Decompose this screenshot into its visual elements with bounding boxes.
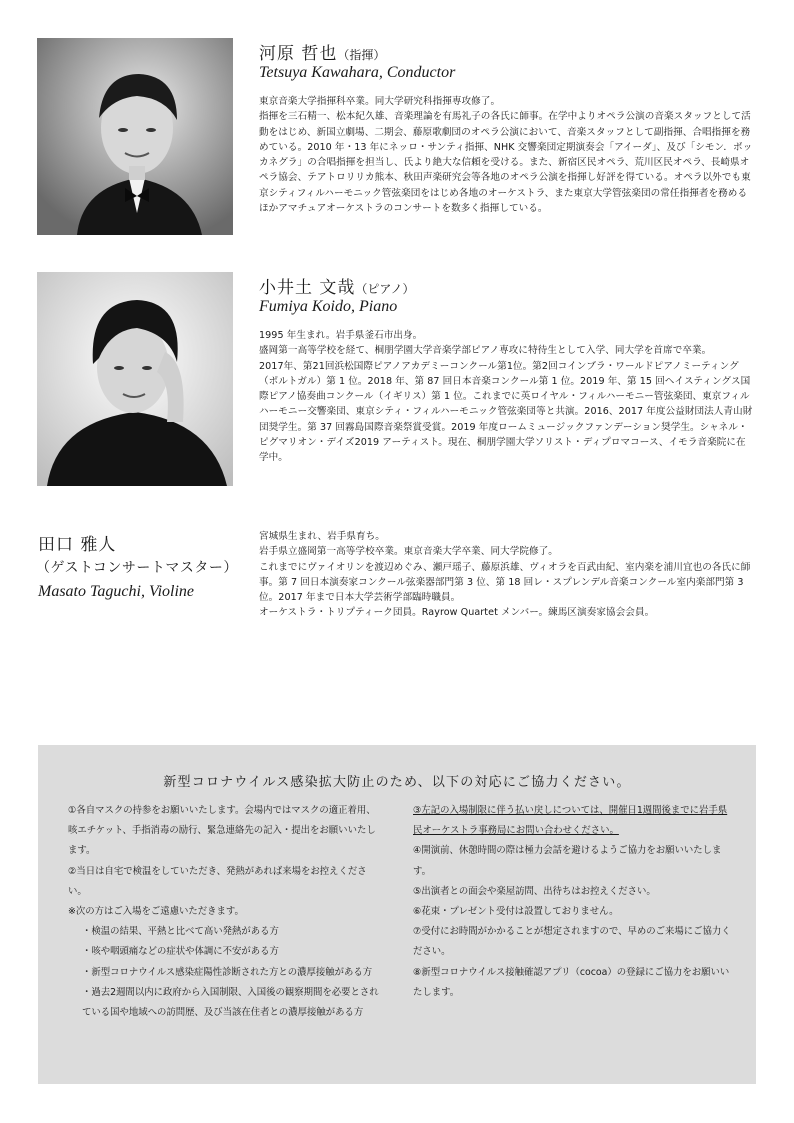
notice-left-column <box>68 801 384 1023</box>
pianist-bio-line: 1995 年生まれ。岩手県釜石市出身。 <box>259 330 423 341</box>
conductor-role: （指揮） <box>337 48 386 62</box>
concertmaster-role-text: （ゲストコンサートマスター） <box>36 560 238 576</box>
concertmaster-role <box>36 557 238 577</box>
notice-item: ①各自マスクの持参をお願いいたします。会場内ではマスクの適正着用、咳エチケット、手指消毒の励行、緊急連絡先の記入・提出をお願いいたします。 <box>68 805 376 857</box>
pianist-name-en: Fumiya Koido, Piano <box>259 298 398 315</box>
conductor-portrait-image <box>37 38 233 235</box>
conductor-name-jp <box>259 39 385 64</box>
concertmaster-name-jp: 田口 雅人 <box>38 535 117 555</box>
notice-sub-item: ・検温の結果、平熱と比べて高い発熱がある方 <box>82 926 279 938</box>
notice-item: ⑤出演者との面会や楽屋訪問、出待ちはお控えください。 <box>413 885 656 897</box>
pianist-role: （ピアノ） <box>355 282 415 296</box>
conductor-name: 河原 哲也 <box>259 44 338 64</box>
conductor-bio <box>259 94 755 216</box>
covid-notice-box <box>38 745 756 1084</box>
notice-item: ④開演前、休憩時間の際は極力会話を避けるようご協力をお願いいたします。 <box>413 845 722 877</box>
pianist-name: 小井土 文哉 <box>259 278 356 298</box>
pianist-bio <box>259 328 755 466</box>
conductor-portrait <box>37 38 233 235</box>
pianist-portrait-image <box>37 272 233 486</box>
pianist-bio-line: 2017年、第21回浜松国際ピアノアカデミーコンクール第1位。第2回コインブラ・ワールドピアノミーティング（ポルトガル）第 1 位。2018 年、第 87 回日本音楽コンクール第 1 位。2019 年、第 15 回ヘイスティングス国際ピアノ協奏曲コンクール（イギリス）第 1 位。これまでに英ロイヤル・フィルハーモニー管弦楽団、東京フィルハーモニー交響楽団、東京シティ・フィルハーモニック管弦楽団等と共演。2016、2017 年度公益財団法人青山財団奨学生。第 37 回霧島国際音楽祭賞受賞。2019 年度ロームミュージックファンデーション奨学生。シャネル・ピグマリオン・デイズ2019 アーティスト。現在、桐朋学園大学ソリスト・ディプロマコース、イモラ音楽院に在学中。 <box>259 360 753 464</box>
notice-sub-item: ・新型コロナウイルス感染症陽性診断された方との濃厚接触がある方 <box>82 966 373 978</box>
notice-sub-item: ・咳や咽頭痛などの症状や体調に不安がある方 <box>82 946 279 958</box>
concertmaster-bio-line: 岩手県立盛岡第一高等学校卒業。東京音楽大学卒業、同大学院修了。 <box>259 546 558 558</box>
concertmaster-name-en: Masato Taguchi, Violine <box>38 583 194 600</box>
notice-item: ⑥花束・プレゼント受付は設置しておりません。 <box>413 906 619 918</box>
conductor-bio-line: 東京音楽大学指揮科卒業。同大学研究科指揮専攻修了。 <box>259 96 501 107</box>
notice-item: ③左記の入場制限に伴う払い戻しについては、開催日1週間後までに岩手県民オーケストラ事務局にお問い合わせください。 <box>413 805 728 837</box>
notice-note: ※次の方はご入場をご遠慮いただきます。 <box>68 906 244 918</box>
concertmaster-bio-line: オーケストラ・トリプティーク団員。Rayrow Quartet メンバー。練馬区演奏家協会会員。 <box>259 607 655 619</box>
notice-item: ②当日は自宅で検温をしていただき、発熱があれば来場をお控えください。 <box>68 865 367 897</box>
notice-item: ⑧新型コロナウイルス接触確認アプリ（cocoa）の登録にご協力をお願いいたします。 <box>413 966 730 998</box>
pianist-name-jp <box>259 273 414 298</box>
concertmaster-bio <box>259 529 755 621</box>
conductor-bio-line: 指揮を三石精一、松本紀久雄、音楽理論を有馬礼子の各氏に師事。在学中よりオペラ公演の音楽スタッフとして活動をはじめ、新国立劇場、二期会、藤原歌劇団のオペラ公演において、音楽スタッフとして副指揮、合唱指揮を務めている。2010 年・13 年にネッロ・サンティ指揮、NHK 交響楽団定期演奏会「アイーダ」、及び「シモン．ボッカネグラ」の合唱指揮を担当し、氏より絶大な信頼を受ける。また、新宿区民オペラ、荒川区民オペラ、長崎県オペラ協会、テアトロリリカ熊本、秋田声楽研究会等各地のオペラ公演を指揮し好評を得ている。オペラ以外でも東京シティフィルハーモニック管弦楽団をはじめ各地のオーケストラ、また東京大学管弦楽団の常任指揮者を務めるほかアマチュアオーケストラのコンサートを数多く指揮している。 <box>259 111 753 215</box>
notice-title: 新型コロナウイルス感染拡大防止のため、以下の対応にご協力ください。 <box>163 775 631 790</box>
notice-item: ⑦受付にお時間がかかることが想定されますので、早めのご来場にご協力ください。 <box>413 926 731 958</box>
notice-sub-item: ・過去2週間以内に政府から入国制限、入国後の観察期間を必要とされている国や地域への訪問歴、及び当該在住者との濃厚接触がある方 <box>82 986 379 1019</box>
pianist-portrait <box>37 272 233 486</box>
conductor-name-en: Tetsuya Kawahara, Conductor <box>259 64 456 81</box>
pianist-bio-line: 盛岡第一高等学校を経て、桐朋学園大学音楽学部ピアノ専攻に特待生として入学、同大学を首席で卒業。 <box>259 345 712 357</box>
concertmaster-bio-line: 宮城県生まれ、岩手県育ち。 <box>259 531 385 542</box>
notice-right-column <box>413 801 733 1003</box>
concertmaster-bio-line: これまでにヴァイオリンを渡辺めぐみ、瀬戸瑶子、藤原浜雄、ヴィオラを百武由紀、室内楽を浦川宜也の各氏に師事。第 7 回日本演奏家コンクール弦楽器部門第 3 位、第 18 回レ・スプレンデル音楽コンクール室内楽部門第 3 位。2017 年まで日本大学芸術学部臨時職員。 <box>259 561 751 604</box>
